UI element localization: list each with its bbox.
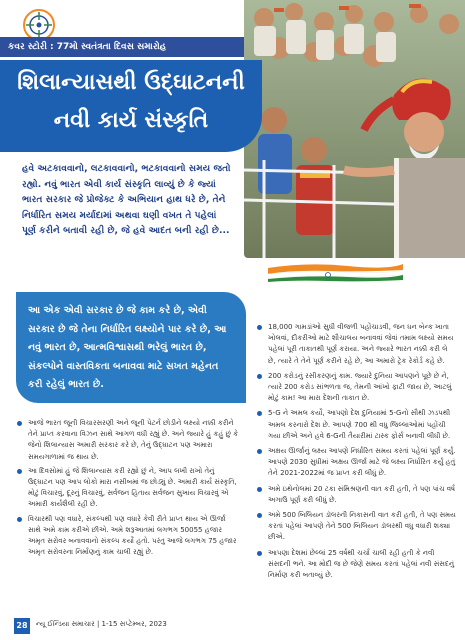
page-number: 28 [14,618,30,634]
page-footer [0,608,465,640]
intro-paragraph: હવે અટકાવવાનો, લટકાવવાનો, ભટકાવવાનો સમય જતો રહ્યો. નવું ભારત એવી કાર્ય સંસ્કૃતિ લાવ્યું છે કે જ્યાં ભારત સરકાર જે પ્રોજેક્ટ કે અભિયાન હાથ ધરે છે, તેને નિર્ધારિત સમય મર્યાદામાં અથવા ઘણી વખત તે પહેલાં પૂર્ણ કરીને બતાવી રહી છે, જે હવે આદત બની રહી છે... [22,163,231,237]
article-title [0,60,262,152]
list-item: 5-G ને અમલ કર્યો, આપણો દેશ દુનિયામાં 5-Gનો સૌથી ઝડપથી અમલ કરનારો દેશ છે. આપણે 700 થી વધુ જિલ્લાઓમાં પહોંચી ગયા છીએ અને હવે 6-Gની તૈયારીમાં ટાસ્ક ફોર્સ બનાવી લીધી છે. [256,408,456,442]
list-item: આજે ભારત જૂની વિચારસરણી અને જૂની પેટર્ન છોડીને લક્ષ્યો નક્કી કરીને તેને પ્રાપ્ત કરવાના વિઝન સાથે આગળ વધી રહ્યું છે. અને જ્યારે હું કહું છું કે જેનો શિલાન્યાસ અમારી સરકાર કરે છે, તેનું ઉદ્ઘાટન પણ અમારા સમયગાળામાં જ થાય છે. [16,418,240,463]
list-item: અક્ષય ઊર્જાનું લક્ષ્ય આપણે નિર્ધારિત સમય કરતાં પહેલાં પૂર્ણ કર્યું. આપણે 2030 સુધીમાં અક્ષય ઊર્જા માટે જે લક્ષ્ય નિર્ધારિત કર્યું હતું તેને 2021-2022માં જ પ્રાપ્ત કરી લીધું છે. [256,446,456,480]
list-item: આપણા દેશમાં છેલ્લાં 25 વર્ષથી ચર્ચા ચાલી રહી હતી કે નવી સંસદની ભને. આ મોદી જ છે જેણે સમય કરતાં પહેલાં નવી સંસદનું નિર્માણ કરી બતાવ્યું છે. [256,548,456,582]
tricolour-ribbon-icon [268,262,403,282]
publication-info: ન્યૂ ઈન્ડિયા સમાચાર | 1-15 સપ્ટેમ્બર, 2023 [36,620,167,628]
list-item: અમે ઇથેનોલમાં 20 ટકા સંમિશ્રણની વાત કરી હતી, તે પણ પાંચ વર્ષ અગાઉ પૂર્ણ કરી લીધું છે. [256,484,456,506]
title-line-2: નવી કાર્ય સંસ્કૃતિ [53,108,209,133]
crowd-photo [244,0,465,258]
list-item: 200 કરોડનું રસીકરણનું કામ. જ્યારે દુનિયા આપણને પૂછે છે ને, ત્યારે 200 કરોડ સાંભળતા જ, તેમની આંખો ફાટી જાય છે, આટલું મોટું કામ! આ મારા દેશની તાકાત છે. [256,371,456,405]
list-item: 18,000 ગામડાંઓ સુધી વીજળી પહોંચાડવી, જન ધન બેન્ક ખાતા ખોલવાં, દીકરીઓ માટે શૌચાલય બનાવવાં જેવાં તમામ લક્ષ્યો સમય પહેલાં પૂરી તાકાતથી પૂર્ણ કરાયા. અને જ્યારે ભારત નક્કી કરી લે છે, ત્યારે તે તેને પૂર્ણ કરીને રહે છે, આ અમારો ટ્રેક રેકોર્ડ કહે છે. [256,322,456,367]
cover-story-label: કવર સ્ટોરી : 77મો સ્વતંત્રતા દિવસ સમારોહ [0,37,248,57]
pull-quote: આ એક એવી સરકાર છે જે કામ કરે છે, એવી સરકાર છે જે તેના નિર્ધારિત લક્ષ્યોને પાર કરે છે, આ નવું ભારત છે, આત્મવિશ્વાસથી ભરેલું ભારત છે, સંકલ્પોને વાસ્તવિકતા બનાવવા માટે સખત મહેનત કરી રહેલું ભારત છે. [16,292,246,403]
title-line-1: શિલાન્યાસથી ઉદ્ઘાટનની [17,70,245,95]
left-bullet-list [16,418,240,561]
list-item: અમે 500 બિલિયન ડૉલરની નિકાસની વાત કરી હતી, તે પણ સમય કરતાં પહેલાં આપણે તેને 500 બિલિયન ડૉલરથી વધુ વધારી શક્યા છીએ. [256,510,456,544]
list-item: આ દિવસોમાં હું જે શિલાન્યાસ કરી રહ્યો છું ને, આપ લખી રાખો તેનું ઉદ્ઘાટન પણ આપ લોકો મારા નસીબમાં જ છોડ્યું છે. અમારી કાર્ય સંસ્કૃતિ, મોટું વિચારવું, દૂરનું વિચારવું, સર્વજન હિતાય સર્વજન સુખાય વિચારવું એ અમારી કાર્યશૈલી રહી છે. [16,466,240,511]
list-item: વિચારથી પણ વધારે, સંકલ્પથી પણ વધારે કેવી રીતે પ્રાપ્ત થાય એ ઊર્જા સાથે અમે કામ કરીએ છીએ. અમે શરૂઆતમાં લગભગ 50055 હજાર અમૃત સરોવર બનાવવાનો સંકલ્પ કર્યો હતો. પરંતુ આજે લગભગ 75 હજાર અમૃત સરોવરના નિર્માણનું કામ ચાલી રહ્યું છે. [16,514,240,559]
right-bullet-list [256,322,456,585]
